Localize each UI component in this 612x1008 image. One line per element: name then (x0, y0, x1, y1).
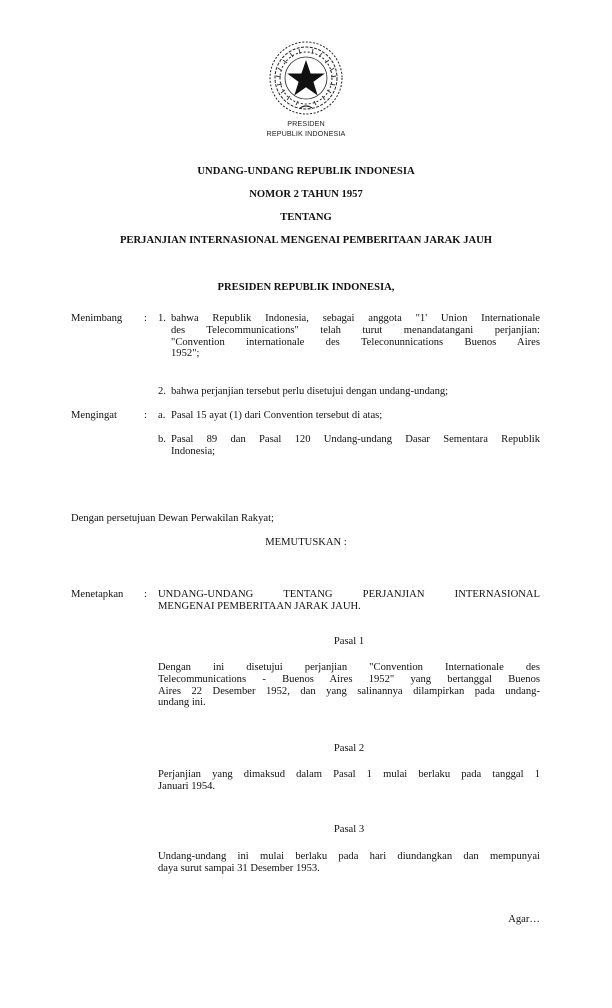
text-line: Indonesia; (171, 445, 216, 457)
text-line: Undang-undang ini mulai berlaku pada hari diundangkan dan mempunyai (158, 851, 540, 862)
decision-heading: MEMUTUSKAN : (265, 537, 347, 548)
menimbang-item-1-text (171, 313, 540, 360)
text-line: MENGENAI PEMBERITAAN JARAK JAUH. (158, 600, 361, 612)
article-2-text (158, 769, 540, 793)
article-3-text (158, 851, 540, 875)
mengingat-item-a-letter: a. (158, 410, 166, 421)
article-2-title: Pasal 2 (333, 743, 365, 754)
text-line: 1952"; (171, 348, 200, 360)
menimbang-item-2-number: 2. (158, 386, 166, 397)
text-line: "Convention internationale des Teleconunnications Buenos Aires (171, 336, 540, 348)
law-about-label: TENTANG (280, 212, 332, 223)
text-line: des Telecommunications" telah turut menandatangani perjanjian: (171, 324, 540, 336)
law-subject: PERJANJIAN INTERNASIONAL MENGENAI PEMBERITAAN JARAK JAUH (119, 235, 493, 246)
text-line: Perjanjian yang dimaksud dalam Pasal 1 mulai berlaku pada tanggal 1 (158, 769, 540, 780)
text-line: Telecommunications - Buenos Aires 1952" yang bertanggal Buenos (158, 673, 540, 685)
text-line: Pasal 15 ayat (1) dari Convention tersebut di atas; (171, 410, 383, 421)
continuation-marker: Agar… (508, 914, 540, 925)
article-1-text (158, 662, 540, 709)
mengingat-colon: : (144, 410, 147, 421)
text-line: Januari 1954. (158, 780, 216, 792)
text-line: daya surut sampai 31 Desember 1953. (158, 862, 320, 874)
text-line: bahwa Republik Indonesia, sebagai anggota "1' Union Internationale (171, 313, 540, 324)
menimbang-item-1-number: 1. (158, 313, 166, 324)
garuda-star-emblem-icon (266, 38, 346, 118)
menetapkan-colon: : (144, 589, 147, 600)
text-line: bahwa perjanjian tersebut perlu disetujui dengan undang-undang; (171, 386, 449, 397)
mengingat-item-b-text (171, 434, 540, 458)
article-3-title: Pasal 3 (333, 824, 365, 835)
text-line: undang ini. (158, 697, 206, 709)
menimbang-label: Menimbang (71, 313, 123, 324)
article-1-title: Pasal 1 (333, 636, 365, 647)
mengingat-item-b-letter: b. (158, 434, 166, 445)
mengingat-item-a-text (171, 410, 540, 422)
text-line: Dengan ini disetujui perjanjian "Convention Internationale des (158, 662, 540, 673)
text-line: Pasal 89 dan Pasal 120 Undang-undang Dasar Sementara Republik (171, 434, 540, 445)
emblem-caption-president: PRESIDEN (287, 119, 325, 128)
text-line: UNDANG-UNDANG TENTANG PERJANJIAN INTERNASIONAL (158, 589, 540, 600)
menimbang-colon: : (144, 313, 147, 324)
menimbang-item-2-text (171, 386, 540, 398)
menetapkan-label: Menetapkan (71, 589, 124, 600)
law-title: UNDANG-UNDANG REPUBLIK INDONESIA (197, 166, 415, 177)
mengingat-label: Mengingat (71, 410, 117, 421)
text-line: Aires 22 Desember 1952, dan yang salinannya dilampirkan pada undang- (158, 685, 540, 697)
issuer-heading: PRESIDEN REPUBLIK INDONESIA, (217, 282, 395, 293)
law-number: NOMOR 2 TAHUN 1957 (249, 189, 363, 200)
approval-statement: Dengan persetujuan Dewan Perwakilan Rakyat; (71, 513, 274, 524)
menetapkan-text (158, 589, 540, 613)
emblem-caption-republic: REPUBLIK INDONESIA (266, 129, 346, 138)
